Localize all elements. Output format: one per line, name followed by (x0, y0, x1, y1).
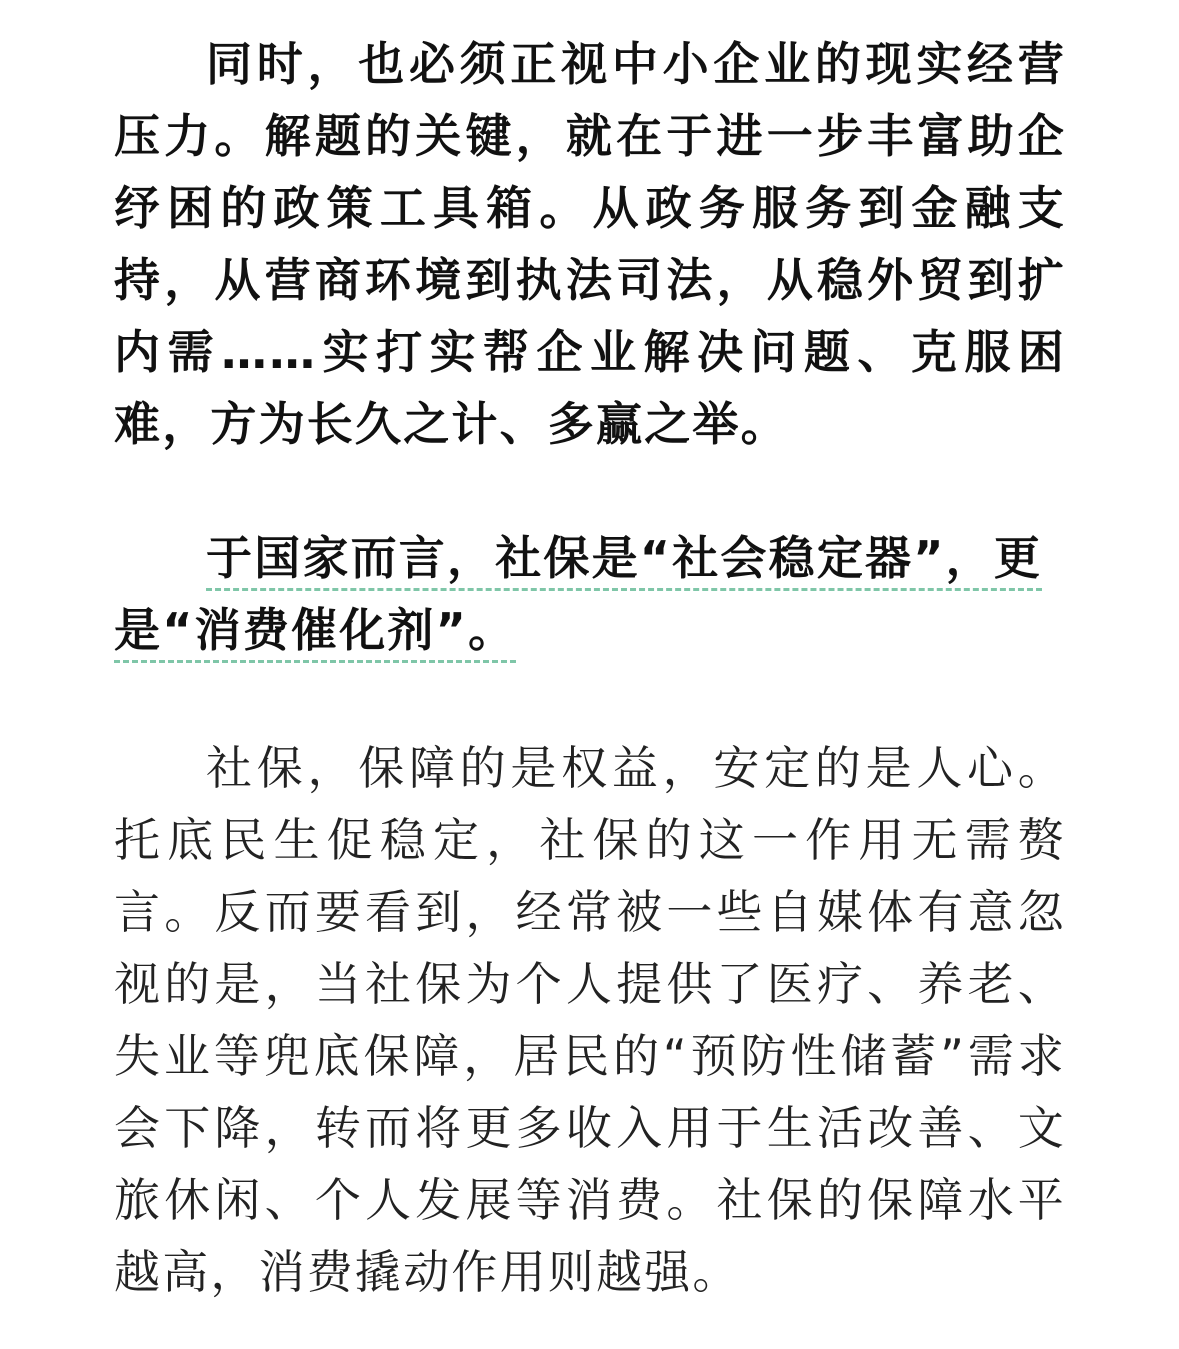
paragraph-sme-pressure: 同时，也必须正视中小企业的现实经营压力。解题的关键，就在于进一步丰富助企纾困的政策工具箱。从政务服务到金融支持，从营商环境到执法司法，从稳外贸到扩内需……实打实帮企业解决问题、克服困难，方为长久之计、多赢之举。 (114, 37, 1066, 451)
article-body (114, 0, 1066, 1349)
paragraph-highlight-social-security (114, 522, 1066, 666)
paragraph-social-security-consumption: 社保，保障的是权益，安定的是人心。托底民生促稳定，社保的这一作用无需赘言。反而要看到，经常被一些自媒体有意忽视的是，当社保为个人提供了医疗、养老、失业等兜底保障，居民的“预防性储蓄”需求会下降，转而将更多收入用于生活改善、文旅休闲、个人发展等消费。社保的保障水平越高，消费撬动作用则越强。 (114, 741, 1066, 1299)
highlighted-sentence: 于国家而言，社保是“社会稳定器”，更是“消费催化剂”。 (114, 531, 1043, 657)
